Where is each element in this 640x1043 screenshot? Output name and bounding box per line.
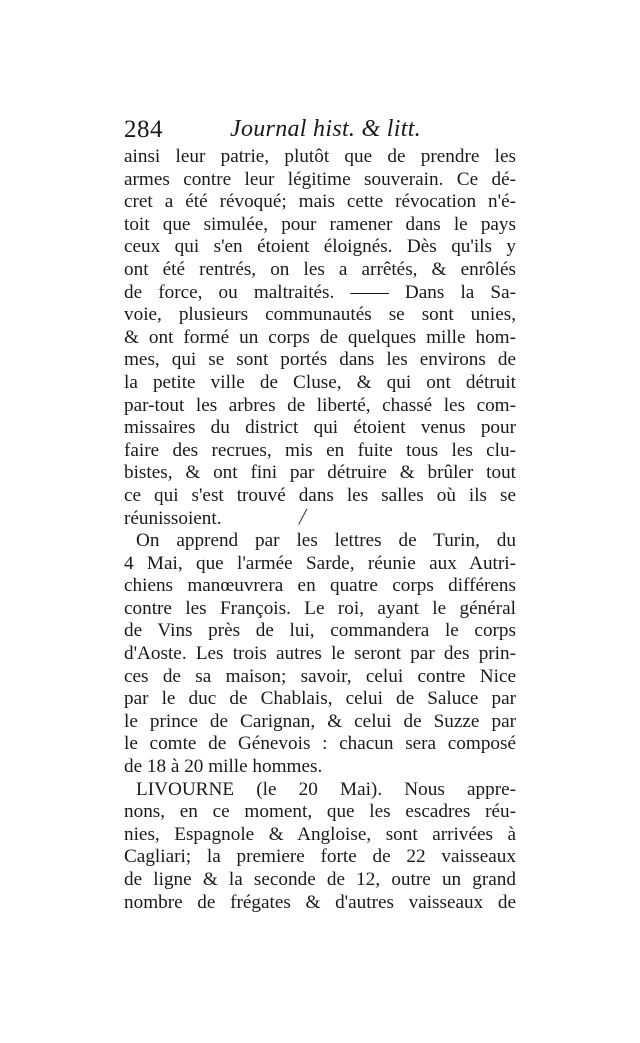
text-line: [124, 259, 516, 282]
body-text: [124, 146, 516, 914]
text-line-content: le comte de Génevois : chacun sera composé: [124, 733, 516, 755]
page-header: [124, 112, 519, 146]
text-line: [124, 643, 516, 666]
text-line-content: cret a été révoqué; mais cette révocation n'é-: [124, 191, 516, 213]
text-line-content: 4 Mai, que l'armée Sarde, réunie aux Autri-: [124, 552, 516, 574]
text-line: [124, 214, 516, 237]
text-line: [124, 349, 516, 372]
text-line: [124, 779, 516, 802]
text-line: [124, 688, 516, 711]
text-line-content: Cagliari; la premiere forte de 22 vaisseaux: [124, 846, 516, 868]
text-line-content: la petite ville de Cluse, & qui ont détruit: [124, 371, 516, 393]
text-line-content: contre les François. Le roi, ayant le général: [124, 597, 516, 619]
text-line: [124, 282, 516, 305]
text-line-content: nombre de frégates & d'autres vaisseaux de: [124, 891, 516, 913]
pen-mark-icon: [298, 508, 313, 527]
text-line-content: ont été rentrés, on les a arrêtés, & enrôlés: [124, 258, 516, 280]
text-line: [124, 372, 516, 395]
text-line-content: & ont formé un corps de quelques mille hom-: [124, 326, 516, 348]
text-line-content: On apprend par les lettres de Turin, du: [136, 530, 516, 552]
text-line-content: voie, plusieurs communautés se sont unies,: [124, 304, 516, 326]
text-line: [124, 553, 516, 576]
text-line-content: faire des recrues, mis en fuite tous les clu-: [124, 439, 516, 461]
text-line: [124, 485, 516, 508]
text-line: [124, 304, 516, 327]
text-line-content: de force, ou maltraités. —— Dans la Sa-: [124, 281, 516, 303]
text-line: [124, 824, 516, 847]
text-line: [124, 598, 516, 621]
text-line: [124, 146, 516, 169]
text-line: [124, 711, 516, 734]
text-line: [124, 530, 516, 553]
text-line-content: d'Aoste. Les trois autres le seront par des prin-: [124, 643, 516, 665]
text-line: [124, 733, 516, 756]
text-line: [124, 756, 516, 779]
page-number: 284: [124, 116, 163, 143]
text-line-content: chiens manœuvrera en quatre corps différens: [124, 575, 516, 597]
text-line: [124, 327, 516, 350]
text-line-content: par-tout les arbres de liberté, chassé les com-: [124, 394, 516, 416]
text-line: [124, 191, 516, 214]
text-line-content: ce qui s'est trouvé dans les salles où ils se: [124, 484, 516, 506]
text-line: [124, 620, 516, 643]
running-title: Journal hist. & litt.: [230, 116, 421, 142]
text-line: [124, 892, 516, 915]
text-line: [124, 417, 516, 440]
text-line: [124, 801, 516, 824]
text-line: [124, 462, 516, 485]
text-line: [124, 508, 516, 531]
text-line-content: le prince de Carignan, & celui de Suzze par: [124, 710, 516, 732]
text-line: [124, 666, 516, 689]
text-line: [124, 236, 516, 259]
text-line: [124, 846, 516, 869]
text-line: [124, 169, 516, 192]
text-line-content: réunissoient.: [124, 507, 222, 529]
text-line-content: de 18 à 20 mille hommes.: [124, 756, 323, 778]
text-line-content: nons, en ce moment, que les escadres réu-: [124, 801, 516, 823]
text-line: [124, 395, 516, 418]
text-line: [124, 440, 516, 463]
text-line-content: toit que simulée, pour ramener dans le pays: [124, 213, 516, 235]
text-line-content: de Vins près de lui, commandera le corps: [124, 620, 516, 642]
text-line-content: LIVOURNE (le 20 Mai). Nous appre-: [136, 778, 516, 800]
text-line: [124, 575, 516, 598]
text-line-content: ainsi leur patrie, plutôt que de prendre les: [124, 146, 516, 167]
text-line-content: mes, qui se sont portés dans les environs de: [124, 349, 516, 371]
text-line-content: nies, Espagnole & Angloise, sont arrivées à: [124, 823, 516, 845]
text-line-content: par le duc de Chablais, celui de Saluce par: [124, 688, 516, 710]
text-line-content: de ligne & la seconde de 12, outre un grand: [124, 869, 516, 890]
text-line-content: ces de sa maison; savoir, celui contre Nice: [124, 665, 516, 687]
text-line-content: ceux qui s'en étoient éloignés. Dès qu'ils y: [124, 236, 516, 258]
text-line-content: bistes, & ont fini par détruire & brûler tout: [124, 462, 516, 484]
text-line-content: armes contre leur légitime souverain. Ce dé-: [124, 168, 516, 190]
text-line: [124, 869, 516, 892]
text-line-content: missaires du district qui étoient venus pour: [124, 417, 516, 439]
